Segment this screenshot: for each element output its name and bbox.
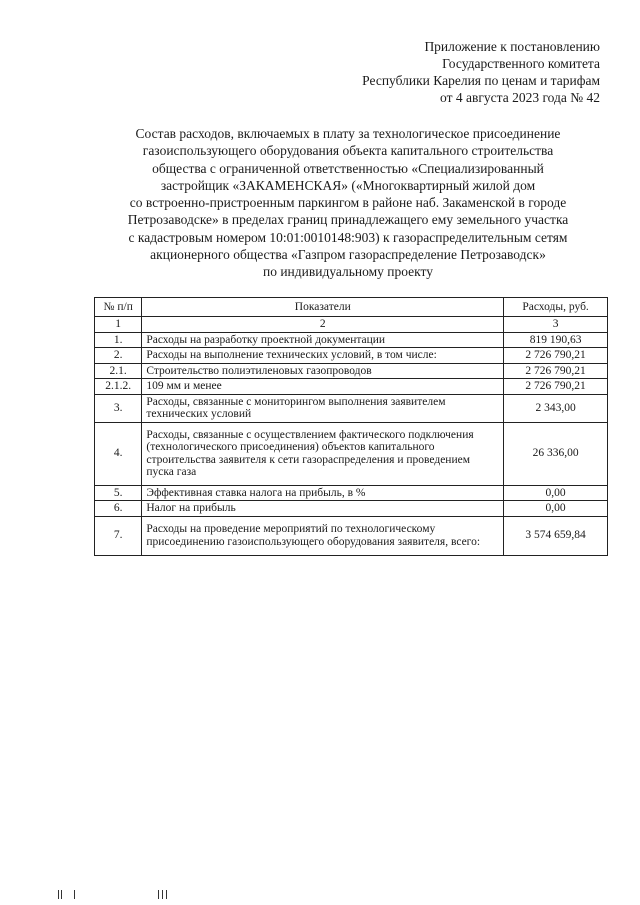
table-row xyxy=(95,516,608,555)
title-line: газоиспользующего оборудования объекта капитального строительства xyxy=(142,143,554,159)
table-row xyxy=(95,394,608,422)
scan-mark xyxy=(61,890,62,899)
column-number: 3 xyxy=(504,317,608,333)
row-number: 1. xyxy=(95,332,142,348)
appendix-line: от 4 августа 2023 года № 42 xyxy=(440,90,600,105)
title-line: общества с ограниченной ответственностью «Специализированный xyxy=(152,160,544,176)
table-row xyxy=(95,422,608,485)
document-title xyxy=(88,125,608,281)
title-line: застройщик «ЗАКАМЕНСКАЯ» («Многоквартирный жилой дом xyxy=(160,177,536,193)
row-indicator: Налог на прибыль xyxy=(142,501,504,517)
row-value: 2 726 790,21 xyxy=(504,379,608,395)
row-indicator: Строительство полиэтиленовых газопроводов xyxy=(142,363,504,379)
table-header-row xyxy=(95,298,608,317)
table-row xyxy=(95,332,608,348)
title-line: Петрозаводске» в пределах границ принадлежащего ему земельного участка xyxy=(127,212,569,228)
appendix-header xyxy=(280,38,600,106)
row-value: 2 726 790,21 xyxy=(504,348,608,364)
row-value: 2 726 790,21 xyxy=(504,363,608,379)
row-number: 6. xyxy=(95,501,142,517)
title-line: акционерного общества «Газпром газораспределение Петрозаводск» xyxy=(150,247,546,263)
column-numbers-row xyxy=(95,317,608,333)
header-number: № п/п xyxy=(95,298,142,317)
header-value: Расходы, руб. xyxy=(504,298,608,317)
row-indicator: Расходы, связанные с мониторингом выполнения заявителем технических условий xyxy=(142,394,504,422)
column-number: 2 xyxy=(142,317,504,333)
costs-table xyxy=(94,297,608,556)
row-value: 3 574 659,84 xyxy=(504,516,608,555)
row-number: 4. xyxy=(95,422,142,485)
column-number: 1 xyxy=(95,317,142,333)
row-indicator: 109 мм и менее xyxy=(142,379,504,395)
title-line: по индивидуальному проекту xyxy=(262,264,434,280)
row-value: 819 190,63 xyxy=(504,332,608,348)
table-row xyxy=(95,363,608,379)
row-number: 5. xyxy=(95,485,142,501)
scan-mark xyxy=(74,890,75,899)
row-indicator: Расходы на разработку проектной документации xyxy=(142,332,504,348)
title-line: с кадастровым номером 10:01:0010148:903) к газораспределительным сетям xyxy=(128,229,568,245)
row-indicator: Расходы на проведение мероприятий по технологическому присоединению газоиспользующего оборудования заявителя, всего: xyxy=(142,516,504,555)
row-value: 0,00 xyxy=(504,501,608,517)
scan-mark xyxy=(166,890,167,899)
scan-mark xyxy=(162,890,163,899)
row-number: 7. xyxy=(95,516,142,555)
table-row xyxy=(95,379,608,395)
row-value: 26 336,00 xyxy=(504,422,608,485)
table-row xyxy=(95,485,608,501)
row-indicator: Расходы на выполнение технических условий, в том числе: xyxy=(142,348,504,364)
scan-mark xyxy=(158,890,159,899)
row-indicator: Эффективная ставка налога на прибыль, в % xyxy=(142,485,504,501)
row-value: 0,00 xyxy=(504,485,608,501)
title-line: Состав расходов, включаемых в плату за технологическое присоединение xyxy=(135,126,561,141)
header-indicator: Показатели xyxy=(142,298,504,317)
row-number: 2.1. xyxy=(95,363,142,379)
table-row xyxy=(95,348,608,364)
row-value: 2 343,00 xyxy=(504,394,608,422)
row-number: 2. xyxy=(95,348,142,364)
scan-mark xyxy=(58,890,59,899)
table-row xyxy=(95,501,608,517)
title-line: со встроенно-пристроенным паркингом в районе наб. Закаменской в городе xyxy=(129,195,567,211)
appendix-line: Республики Карелия по ценам и тарифам xyxy=(362,73,600,88)
row-indicator: Расходы, связанные с осуществлением фактического подключения (технологического присоединения) объектов капитального строительства заявителя к сети газораспределения и проведением пуска газа xyxy=(142,422,504,485)
appendix-line: Государственного комитета xyxy=(442,56,600,71)
appendix-line: Приложение к постановлению xyxy=(424,39,600,54)
row-number: 2.1.2. xyxy=(95,379,142,395)
row-number: 3. xyxy=(95,394,142,422)
